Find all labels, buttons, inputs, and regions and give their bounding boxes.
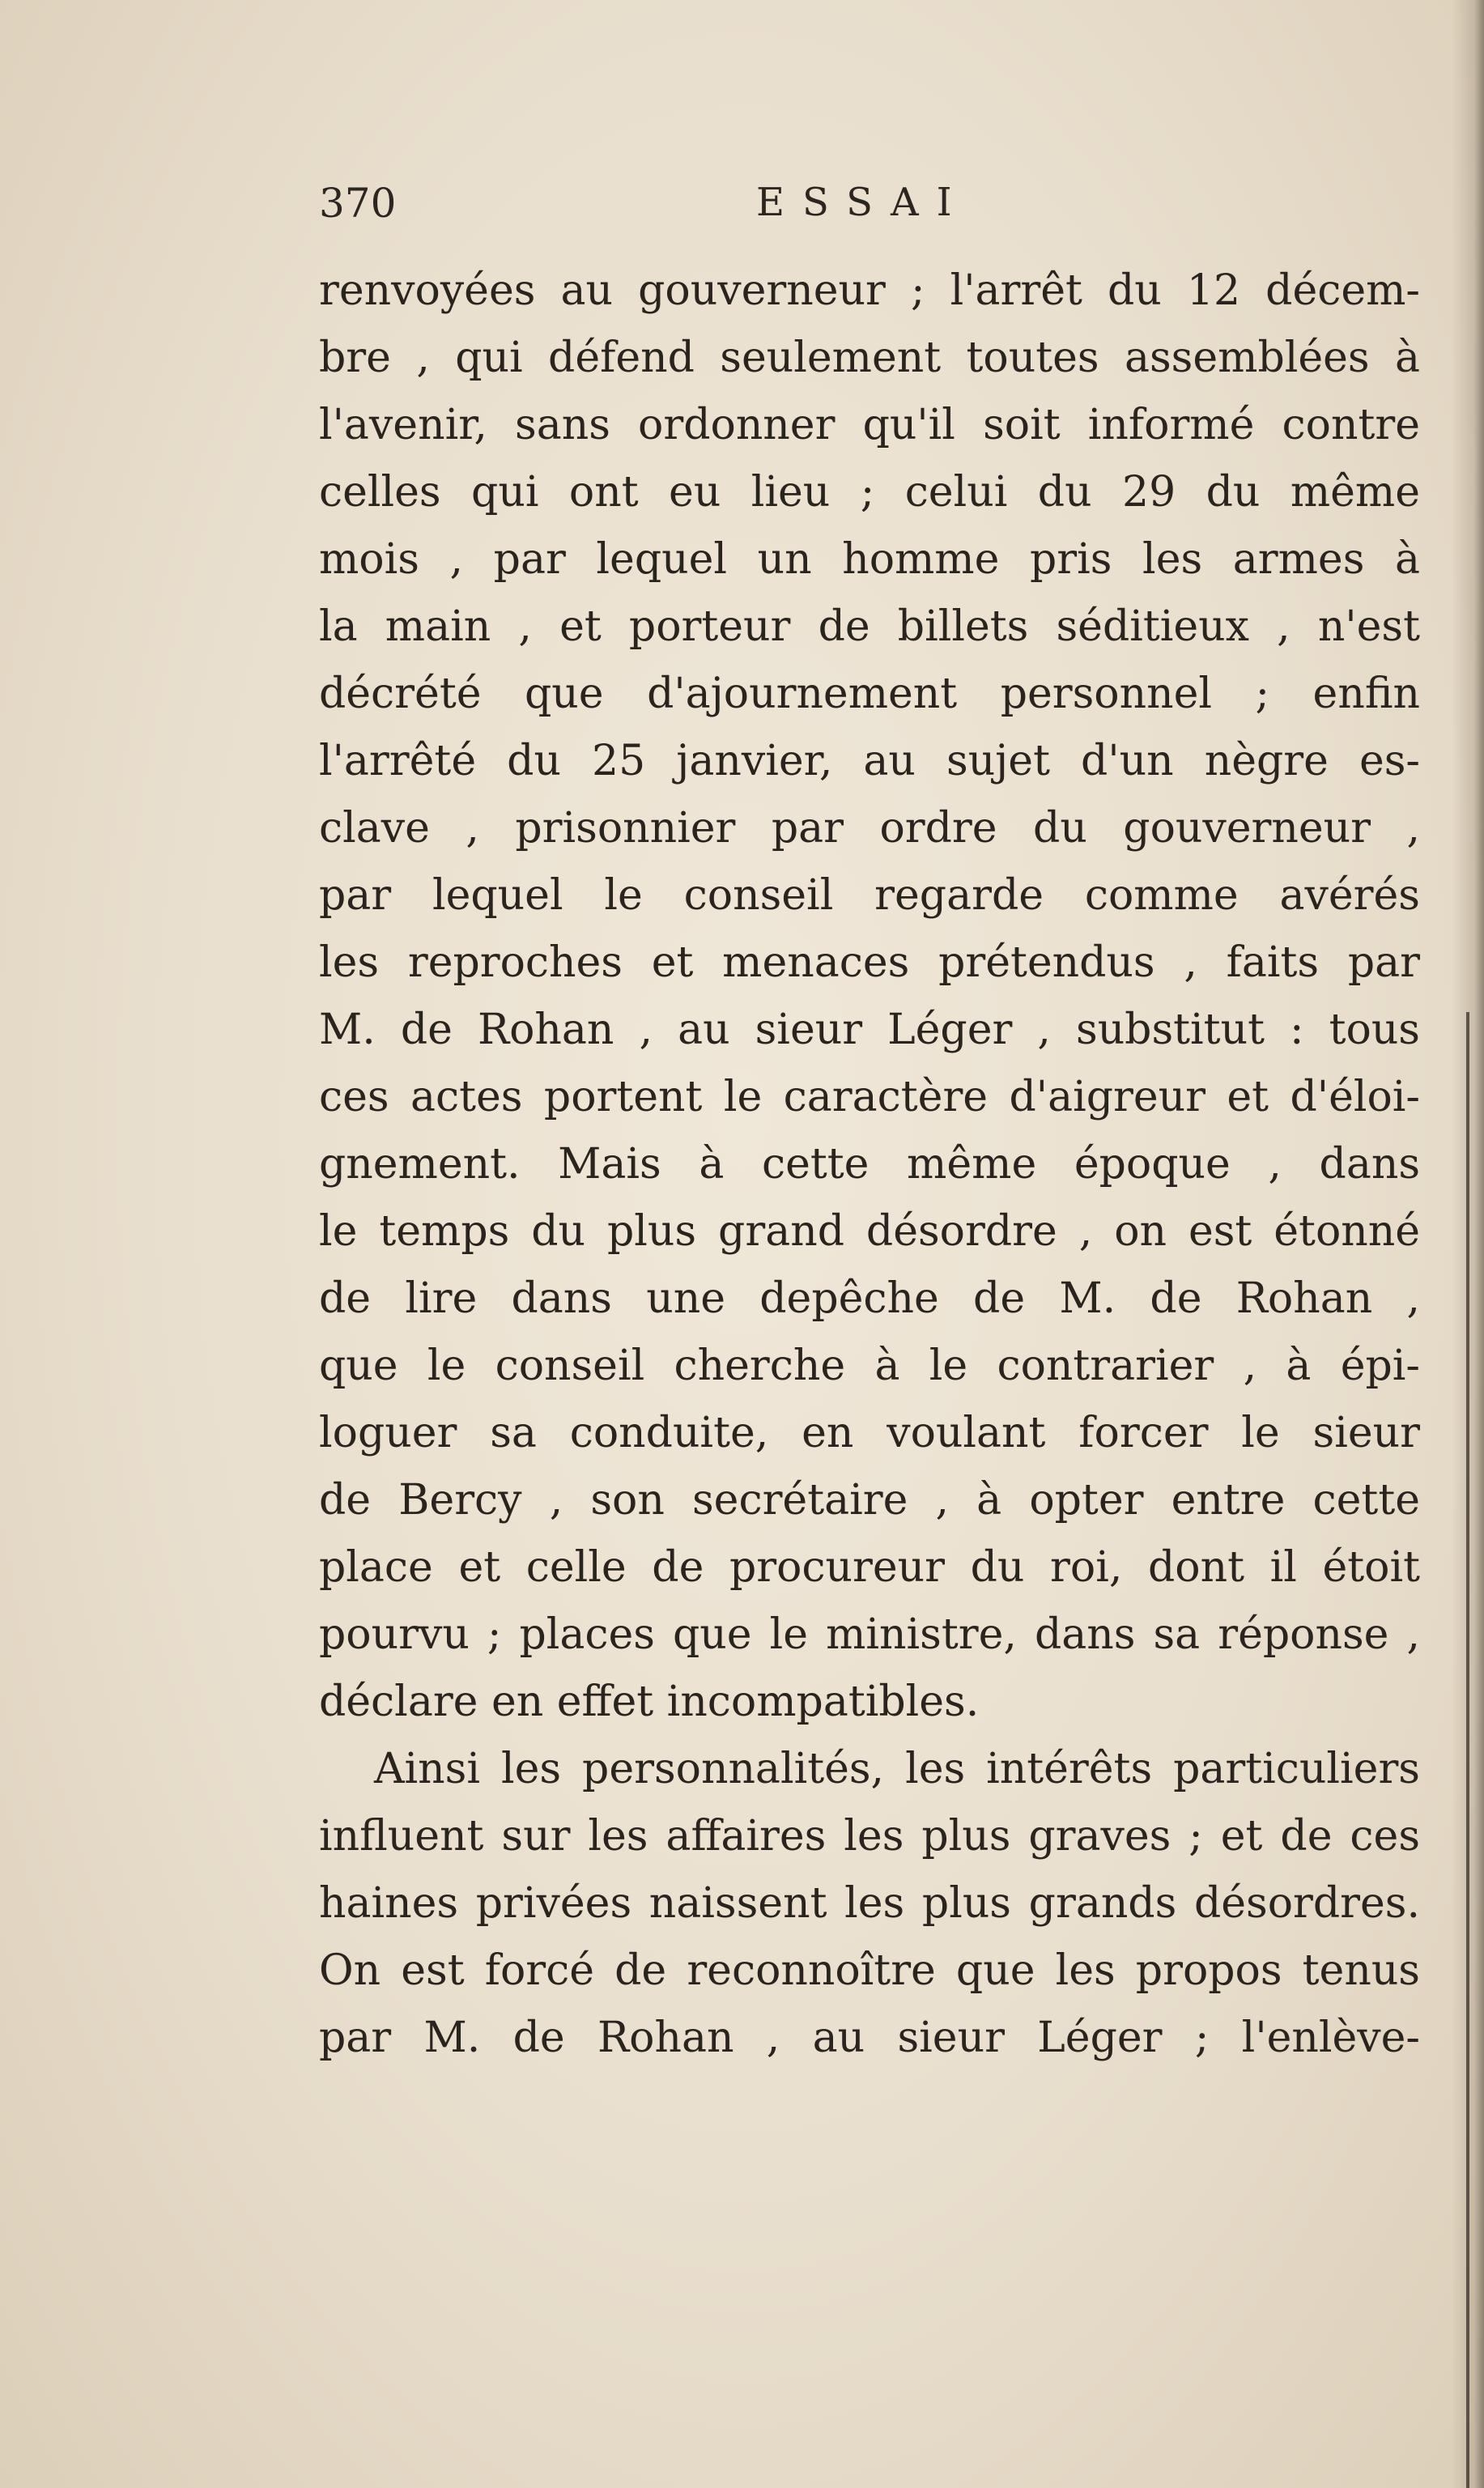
text-line: déclare en effet incompatibles.: [319, 1678, 980, 1726]
text-line: bre , qui défend seulement toutes assemblées à: [319, 334, 1420, 382]
text-line: haines privées naissent les plus grands désordres.: [319, 1879, 1420, 1928]
text-line: clave , prisonnier par ordre du gouverneur ,: [319, 804, 1420, 853]
text-line: l'arrêté du 25 janvier, au sujet d'un nègre es-: [319, 737, 1420, 785]
text-line: gnement. Mais à cette même époque , dans: [319, 1140, 1420, 1189]
text-line: par M. de Rohan , au sieur Léger ; l'enlève-: [319, 2014, 1420, 2062]
text-line: loguer sa conduite, en voulant forcer le sieur: [319, 1409, 1420, 1457]
text-line: On est forcé de reconnoître que les propos tenus: [319, 1946, 1420, 1995]
page-number: 370: [319, 180, 397, 227]
text-line: que le conseil cherche à le contrarier , à épi-: [319, 1342, 1420, 1390]
text-line: ces actes portent le caractère d'aigreur et d'éloi-: [319, 1073, 1420, 1121]
text-line: place et celle de procureur du roi, dont il étoit: [319, 1543, 1420, 1592]
text-line: pourvu ; places que le ministre, dans sa réponse ,: [319, 1610, 1420, 1659]
running-head: [319, 180, 1420, 236]
text-line: de lire dans une depêche de M. de Rohan ,: [319, 1274, 1420, 1323]
text-line: l'avenir, sans ordonner qu'il soit informé contre: [319, 401, 1420, 449]
text-line: M. de Rohan , au sieur Léger , substitut : tous: [319, 1006, 1420, 1054]
text-line: par lequel le conseil regarde comme avérés: [319, 871, 1420, 920]
text-line: mois , par lequel un homme pris les armes à: [319, 535, 1420, 584]
text-line: influent sur les affaires les plus graves ; et de ces: [319, 1812, 1420, 1861]
text-line: les reproches et menaces prétendus , faits par: [319, 938, 1420, 987]
text-line: Ainsi les personnalités, les intérêts particuliers: [374, 1745, 1420, 1793]
page-edge-line: [1466, 1012, 1469, 2488]
running-title: ESSAI: [756, 180, 970, 225]
text-line: la main , et porteur de billets séditieux , n'est: [319, 602, 1420, 651]
body-text: [319, 257, 1420, 2072]
text-line: le temps du plus grand désordre , on est étonné: [319, 1207, 1420, 1256]
text-line: celles qui ont eu lieu ; celui du 29 du même: [319, 468, 1420, 517]
text-line: de Bercy , son secrétaire , à opter entre cette: [319, 1476, 1420, 1525]
text-line: décrété que d'ajournement personnel ; enfin: [319, 670, 1420, 718]
text-line: renvoyées au gouverneur ; l'arrêt du 12 décem-: [319, 266, 1420, 315]
